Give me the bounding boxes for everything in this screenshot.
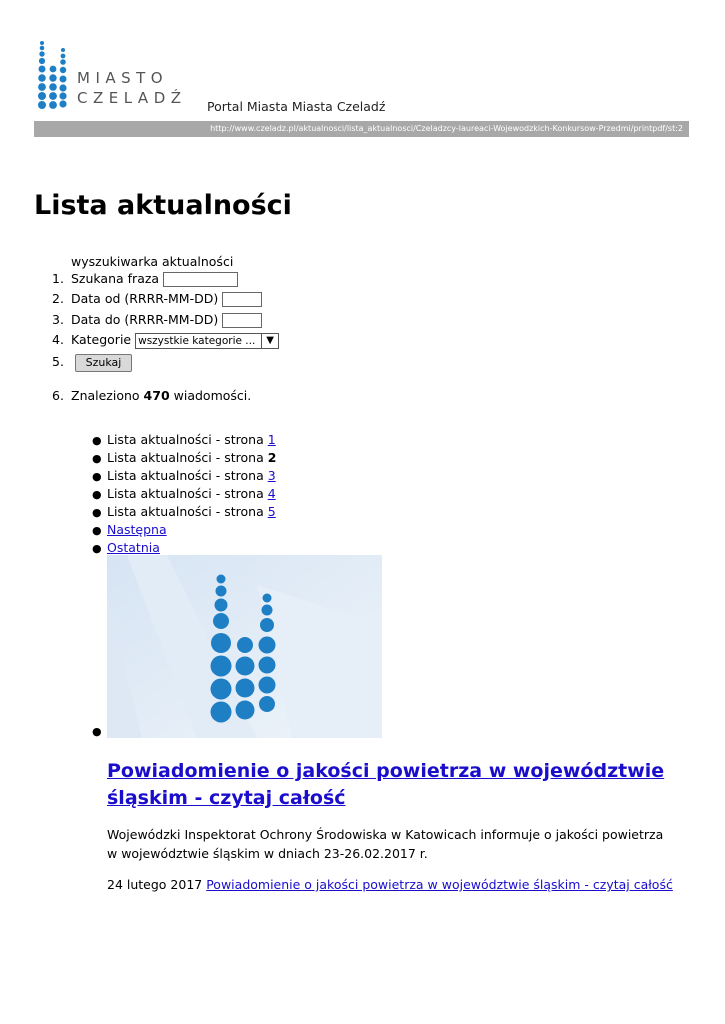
city-logo: [34, 39, 204, 111]
results-count-suffix: wiadomości.: [173, 388, 252, 403]
pagination-item: [92, 467, 276, 485]
bullet-icon: ●: [92, 434, 102, 447]
city-emblem-image: [107, 555, 382, 738]
date-from-label: Data od (RRRR-MM-DD): [71, 291, 219, 306]
results-count-label: Znaleziono: [71, 388, 140, 403]
bullet-icon: ●: [92, 470, 102, 483]
bullet-icon: ●: [92, 725, 102, 738]
pagination-prefix: Lista aktualności - strona: [107, 432, 264, 447]
pagination-item: [92, 503, 276, 521]
last-page-link[interactable]: Ostatnia: [107, 540, 160, 555]
bullet-icon: ●: [92, 542, 102, 555]
pagination-item: [92, 485, 276, 503]
date-to-row: [52, 310, 262, 330]
dropdown-arrow-icon[interactable]: ▼: [261, 334, 278, 348]
list-number: 3.: [52, 312, 64, 327]
submit-row: [52, 352, 132, 372]
current-page: 2: [267, 450, 277, 465]
list-number: 4.: [52, 332, 64, 347]
search-phrase-label: Szukana fraza: [71, 271, 160, 286]
list-number: 2.: [52, 291, 64, 306]
category-select[interactable]: [135, 333, 279, 349]
article-read-more-link[interactable]: Powiadomienie o jakości powietrza w województwie śląskim - czytaj całość: [206, 877, 673, 892]
article-title: [107, 758, 667, 812]
list-number: 5.: [52, 354, 64, 369]
article-meta: [107, 877, 673, 892]
date-from-row: [52, 289, 262, 309]
date-to-input[interactable]: [222, 313, 262, 328]
page-link-5[interactable]: 5: [267, 504, 276, 519]
pagination-prefix: Lista aktualności - strona: [107, 468, 264, 483]
search-button[interactable]: Szukaj: [75, 354, 132, 372]
list-number: 1.: [52, 271, 64, 286]
page-link-1[interactable]: 1: [267, 432, 276, 447]
search-phrase-input[interactable]: [163, 272, 238, 287]
site-name: Portal Miasta Miasta Czeladź: [207, 99, 386, 114]
category-label: Kategorie: [71, 332, 132, 347]
city-logo-dots-icon: [34, 39, 204, 111]
article-title-link[interactable]: Powiadomienie o jakości powietrza w województwie śląskim - czytaj całość: [107, 760, 665, 809]
pagination-item: [92, 431, 276, 449]
bullet-icon: ●: [92, 506, 102, 519]
pagination-prefix: Lista aktualności - strona: [107, 486, 264, 501]
page-link-3[interactable]: 3: [267, 468, 276, 483]
bullet-icon: ●: [92, 524, 102, 537]
pagination-item: [92, 449, 276, 467]
bullet-icon: ●: [92, 488, 102, 501]
pagination-prefix: Lista aktualności - strona: [107, 504, 264, 519]
search-caption: wyszukiwarka aktualności: [71, 254, 234, 269]
logo-line1: MIASTO: [77, 69, 169, 87]
page-link-4[interactable]: 4: [267, 486, 276, 501]
date-to-label: Data do (RRRR-MM-DD): [71, 312, 219, 327]
date-from-input[interactable]: [222, 292, 262, 307]
article-date: 24 lutego 2017: [107, 877, 203, 892]
category-selected-value: wszystkie kategorie ...: [138, 334, 256, 347]
logo-line2: CZELADŹ: [77, 89, 187, 107]
bullet-icon: ●: [92, 452, 102, 465]
category-row: [52, 330, 279, 350]
next-page-link[interactable]: Następna: [107, 522, 167, 537]
results-count-row: [52, 386, 251, 406]
pagination-item: [92, 521, 276, 539]
pagination-prefix: Lista aktualności - strona: [107, 450, 264, 465]
results-count: 470: [143, 388, 170, 403]
pagination-list: [92, 431, 276, 557]
article-summary: Wojewódzki Inspektorat Ochrony Środowiska w Katowicach informuje o jakości powietrza w województwie śląskim w dniach 23-26.02.2017 r.: [107, 827, 664, 861]
news-thumbnail[interactable]: [107, 555, 382, 738]
page-title: Lista aktualności: [34, 190, 292, 221]
search-phrase-row: [52, 269, 238, 289]
list-number: 6.: [52, 388, 64, 403]
url-bar: http://www.czeladz.pl/aktualnosci/lista_aktualnosci/Czeladzcy-laureaci-Wojewodzkich-Konkursow-Przedmi/printpdf/st:2: [34, 121, 689, 137]
